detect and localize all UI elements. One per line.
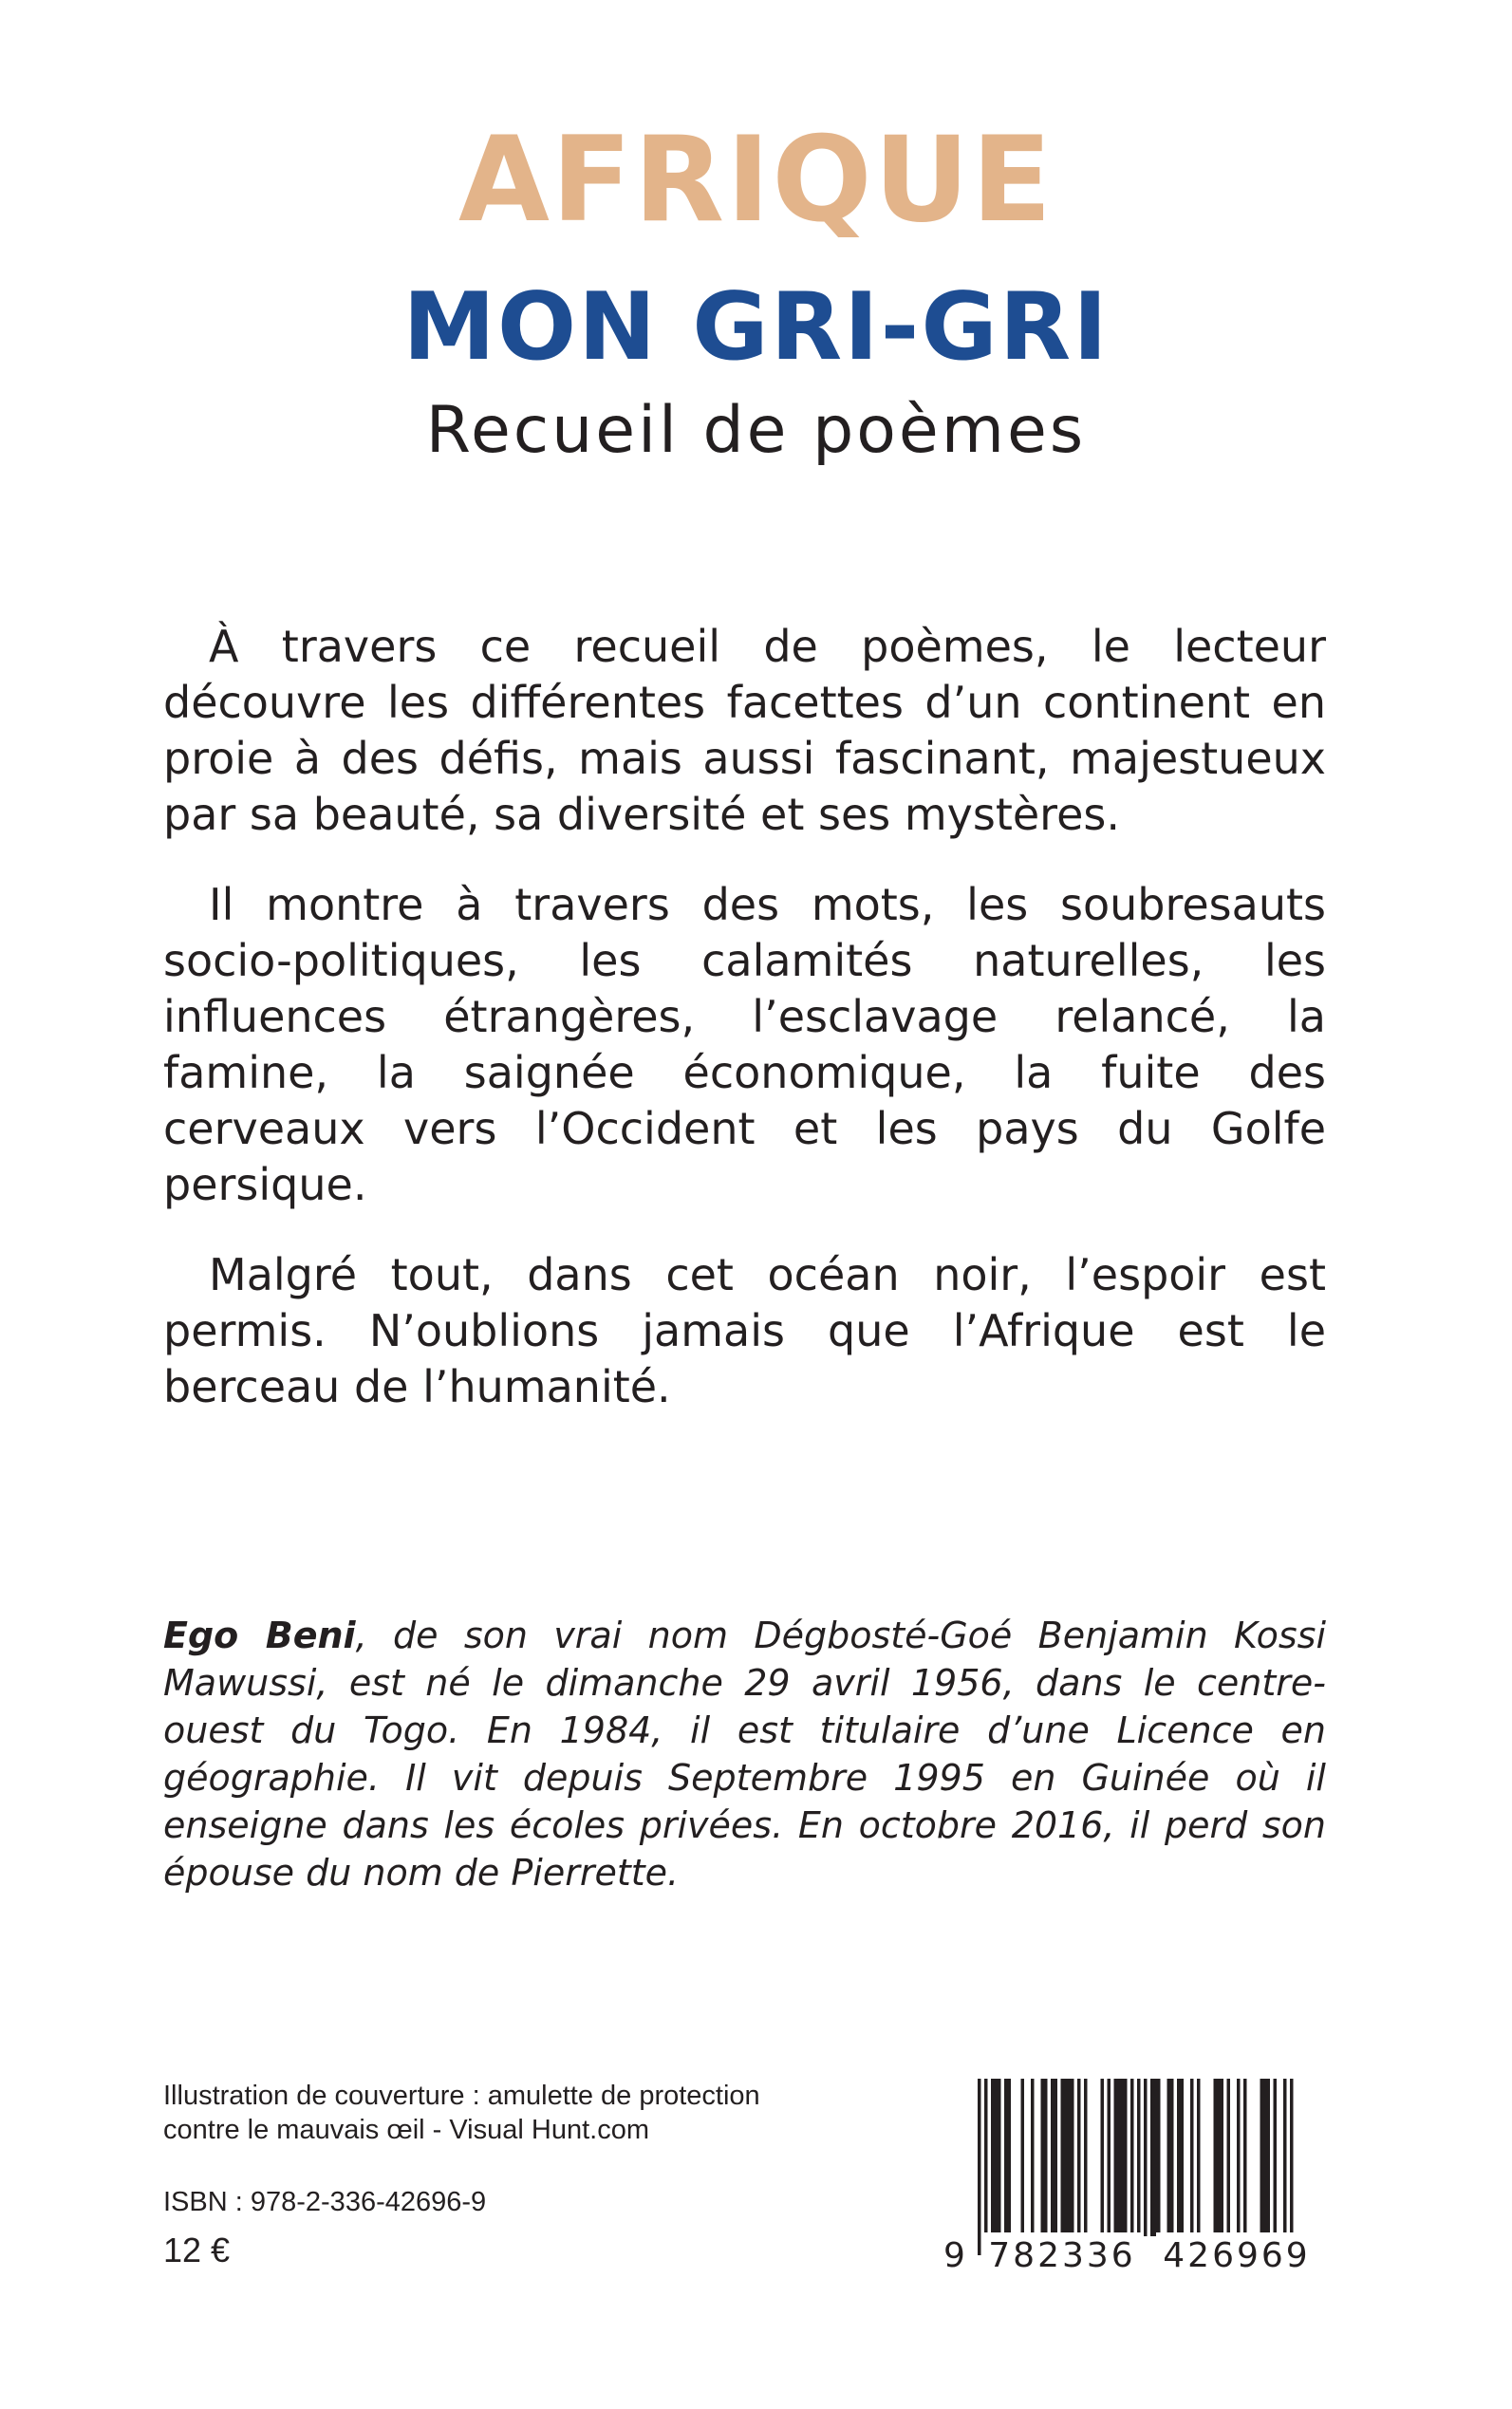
author-name: Ego Beni [163, 1615, 356, 1656]
barcode-bar [1217, 2079, 1221, 2236]
barcode-bar [1290, 2079, 1294, 2255]
blurb-paragraph: Il montre à travers des mots, les soubresauts socio-politiques, les calamités naturelles, les influences étrangères, l’esclavage relancé, la famine, la saignée économique, la fuite des cerveaux vers l’Occident et les pays du Golfe persique. [163, 879, 1326, 1210]
barcode-bar [995, 2079, 999, 2236]
barcode-bar [1177, 2079, 1181, 2236]
blurb-paragraph: Malgré tout, dans cet océan noir, l’espoir est permis. N’oublions jamais que l’Afrique est le berceau de l’humanité. [163, 1249, 1326, 1412]
barcode-bar [1044, 2079, 1048, 2236]
barcode-bar [998, 2079, 1001, 2236]
book-title: AFRIQUE [457, 112, 1055, 249]
barcode-bar [1004, 2079, 1008, 2236]
author-bio-text: , de son vrai nom Dégbosté-Goé Benjamin Kossi Mawussi, est né le dimanche 29 avril 1956, dans le centre-ouest du Togo. En 1984, il est titulaire d’une Licence en géographie. Il vit depuis Septembre 1995 en Guinée où il enseigne dans les écoles privées. En octobre 2016, il perd son épouse du nom de Pierrette. [163, 1615, 1326, 1894]
barcode-bar [1108, 2079, 1111, 2236]
barcode-bar [1071, 2079, 1074, 2236]
barcode-bar [1101, 2079, 1105, 2236]
barcode-bar [1167, 2079, 1171, 2236]
barcode-bar [1117, 2079, 1121, 2236]
barcode-bar [1130, 2079, 1134, 2255]
barcode-bar [1084, 2079, 1088, 2236]
credits-line: Illustration de couverture : amulette de protection [163, 2081, 760, 2111]
barcode-bar [1121, 2079, 1125, 2236]
barcode-bar [1181, 2079, 1185, 2236]
barcode-bar [1154, 2079, 1158, 2236]
barcode-bar [1190, 2079, 1194, 2236]
credits-line: contre le mauvais œil - Visual Hunt.com [163, 2115, 649, 2145]
barcode-bar [1260, 2079, 1264, 2236]
barcode-bar [984, 2079, 988, 2255]
barcode-bar [978, 2079, 981, 2255]
barcode-bar [1064, 2079, 1068, 2236]
isbn: ISBN : 978-2-336-42696-9 [163, 2187, 487, 2217]
barcode-bar [1214, 2079, 1218, 2236]
barcode-digits [940, 2232, 1331, 2280]
book-subtitle: Recueil de poèmes [425, 393, 1087, 468]
blurb [163, 619, 1326, 1449]
cover-credits [163, 2079, 847, 2147]
barcode-bar [1055, 2079, 1058, 2236]
barcode-digit-group: 782336 [981, 2232, 1143, 2280]
author-bio [163, 1612, 1326, 1896]
barcode-bar [1157, 2079, 1161, 2236]
barcode-bar [991, 2079, 995, 2236]
barcode-bar [1274, 2079, 1278, 2236]
barcode-bar [1243, 2079, 1247, 2236]
barcode-bar [1061, 2079, 1065, 2236]
barcode-bar [1283, 2079, 1287, 2255]
book-title-subline: MON GRI-GRI [402, 273, 1110, 382]
barcode-bar [1124, 2079, 1128, 2236]
barcode-bar [1237, 2079, 1241, 2236]
barcode-bar [1170, 2079, 1174, 2236]
barcode-bar [1041, 2079, 1045, 2236]
barcode-bar [1008, 2079, 1012, 2236]
blurb-paragraph: À travers ce recueil de poèmes, le lecteur découvre les différentes facettes d’un continent en proie à des défis, mais aussi fascinant, majestueux par sa beauté, sa diversité et ses mystères. [163, 621, 1326, 840]
barcode-bar [1227, 2079, 1231, 2236]
barcode-bar [1114, 2079, 1118, 2236]
barcode-bar [1197, 2079, 1201, 2236]
barcode-bar [1263, 2079, 1267, 2236]
barcode-lead-digit: 9 [943, 2236, 968, 2275]
barcode-bar [1221, 2079, 1224, 2236]
barcode-bar [1144, 2079, 1148, 2236]
barcode [940, 2079, 1331, 2280]
barcode-bar [1150, 2079, 1154, 2236]
barcode-bar [1051, 2079, 1055, 2236]
barcode-bar [1267, 2079, 1271, 2236]
barcode-bar [1021, 2079, 1025, 2236]
barcode-bar [1077, 2079, 1081, 2236]
barcode-bar [1137, 2079, 1141, 2255]
price: 12 € [163, 2231, 231, 2269]
barcode-bar [1031, 2079, 1035, 2236]
barcode-bar [1068, 2079, 1072, 2236]
barcode-digit-group: 426969 [1156, 2232, 1317, 2280]
